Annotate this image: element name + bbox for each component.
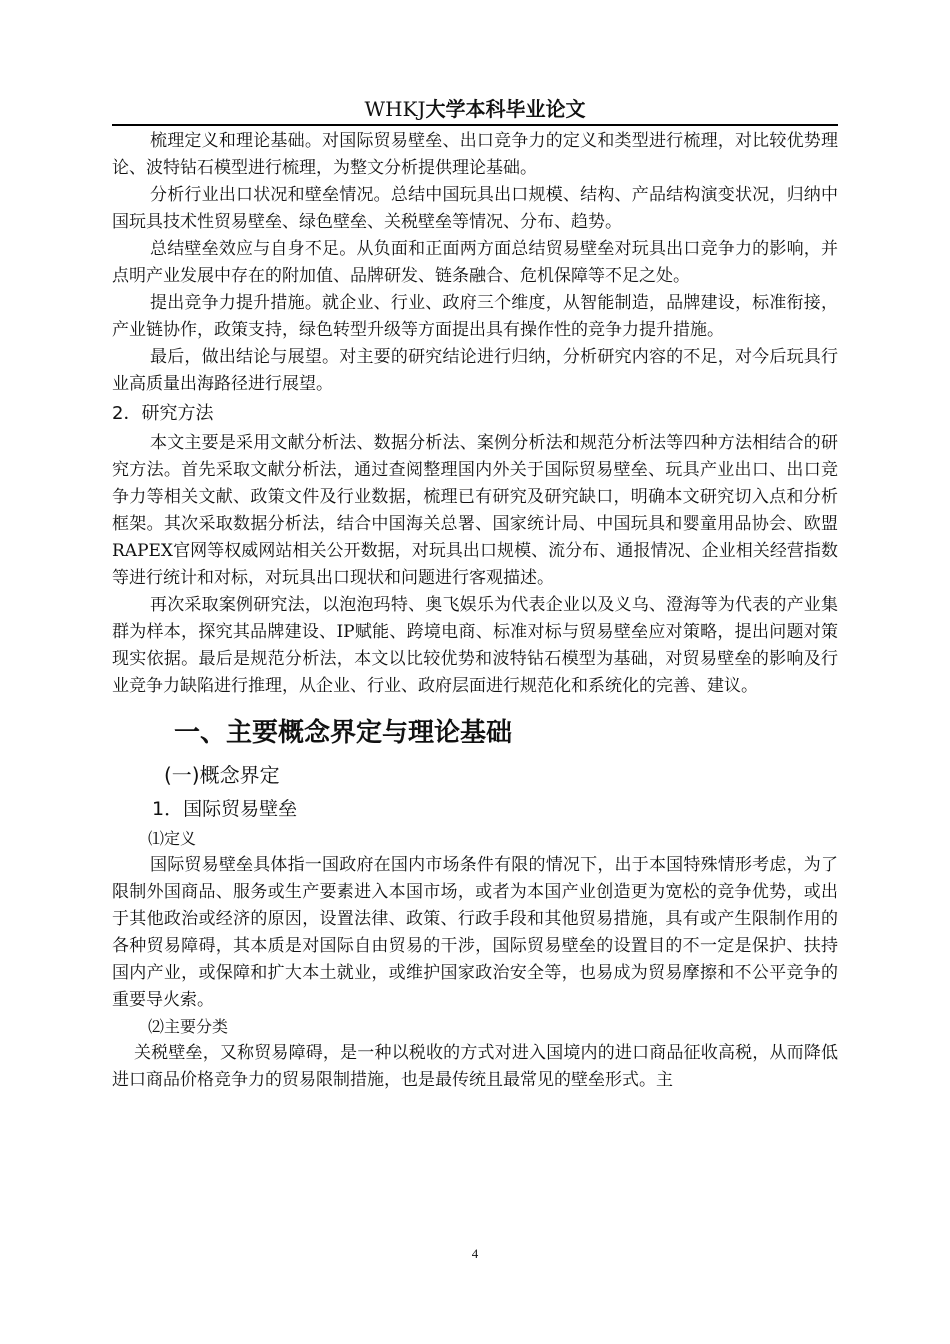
item-title-classification: ⑵主要分类: [148, 1017, 229, 1036]
paragraph: 分析行业出口状况和壁垒情况。总结中国玩具出口规模、结构、产品结构演变状况，归纳中国玩具技术性贸易壁垒、绿色壁垒、关税壁垒等情况、分布、趋势。: [112, 185, 838, 232]
paragraph: 本文主要是采用文献分析法、数据分析法、案例分析法和规范分析法等四种方法相结合的研究方法。首先采取文献分析法，通过查阅整理国内外关于国际贸易壁垒、玩具产业出口、出口竞争力等相关文献、政策文件及行业数据，梳理已有研究及研究缺口，明确本文研究切入点和分析框架。其次采取数据分析法，结合中国海关总署、国家统计局、中国玩具和婴童用品协会、欧盟RAPEX官网等权威网站相关公开数据，对玩具出口规模、流分布、通报情况、企业相关经营指数等进行统计和对标，对玩具出口现状和问题进行客观描述。: [112, 433, 838, 588]
paragraph: 国际贸易壁垒具体指一国政府在国内市场条件有限的情况下，出于本国特殊情形考虑，为了限制外国商品、服务或生产要素进入本国市场，或者为本国产业创造更为宽松的竞争优势，或出于其他政治或经济的原因，设置法律、政策、行政手段和其他贸易措施，具有或产生限制作用的各种贸易障碍，其本质是对国际自由贸易的干涉，国际贸易壁垒的设置目的不一定是保护、扶持国内产业，或保障和扩大本土就业，或维护国家政治安全等，也易成为贸易摩擦和不公平竞争的重要导火索。: [112, 855, 838, 1010]
paragraph: 最后，做出结论与展望。对主要的研究结论进行归纳，分析研究内容的不足，对今后玩具行业高质量出海路径进行展望。: [112, 347, 838, 394]
heading-research-methods: 2．研究方法: [112, 403, 214, 424]
header-prefix: WHKJ: [364, 97, 426, 121]
paragraph: 总结壁垒效应与自身不足。从负面和正面两方面总结贸易壁垒对玩具出口竞争力的影响，并点明产业发展中存在的附加值、品牌研发、链条融合、危机保障等不足之处。: [112, 239, 838, 286]
paragraph: 提出竞争力提升措施。就企业、行业、政府三个维度，从智能制造，品牌建设，标准衔接，产业链协作，政策支持，绿色转型升级等方面提出具有操作性的竞争力提升措施。: [112, 293, 838, 340]
page-number: 4: [471, 1246, 479, 1261]
page-body: [112, 128, 838, 1094]
paragraph: 再次采取案例研究法，以泡泡玛特、奥飞娱乐为代表企业以及义乌、澄海等为代表的产业集群为样本，探究其品牌建设、IP赋能、跨境电商、标准对标与贸易壁垒应对策略，提出问题对策现实依据。最后是规范分析法，本文以比较优势和波特钻石模型为基础，对贸易壁垒的影响及行业竞争力缺陷进行推理，从企业、行业、政府层面进行规范化和系统化的完善、建议。: [112, 595, 838, 696]
paragraph: 梳理定义和理论基础。对国际贸易壁垒、出口竞争力的定义和类型进行梳理，对比较优势理论、波特钻石模型进行梳理，为整文分析提供理论基础。: [112, 131, 838, 178]
paragraph: 关税壁垒，又称贸易障碍，是一种以税收的方式对进入国境内的进口商品征收高税，从而降低进口商品价格竞争力的贸易限制措施，也是最传统且最常见的壁垒形式。主: [112, 1043, 838, 1090]
section-title: (一)概念界定: [164, 763, 280, 787]
header-title: 大学本科毕业论文: [425, 97, 586, 121]
subsection-title: 1．国际贸易壁垒: [152, 798, 298, 820]
chapter-title: 一、主要概念界定与理论基础: [174, 718, 513, 748]
page-header: [112, 94, 838, 126]
item-title-definition: ⑴定义: [148, 829, 197, 848]
